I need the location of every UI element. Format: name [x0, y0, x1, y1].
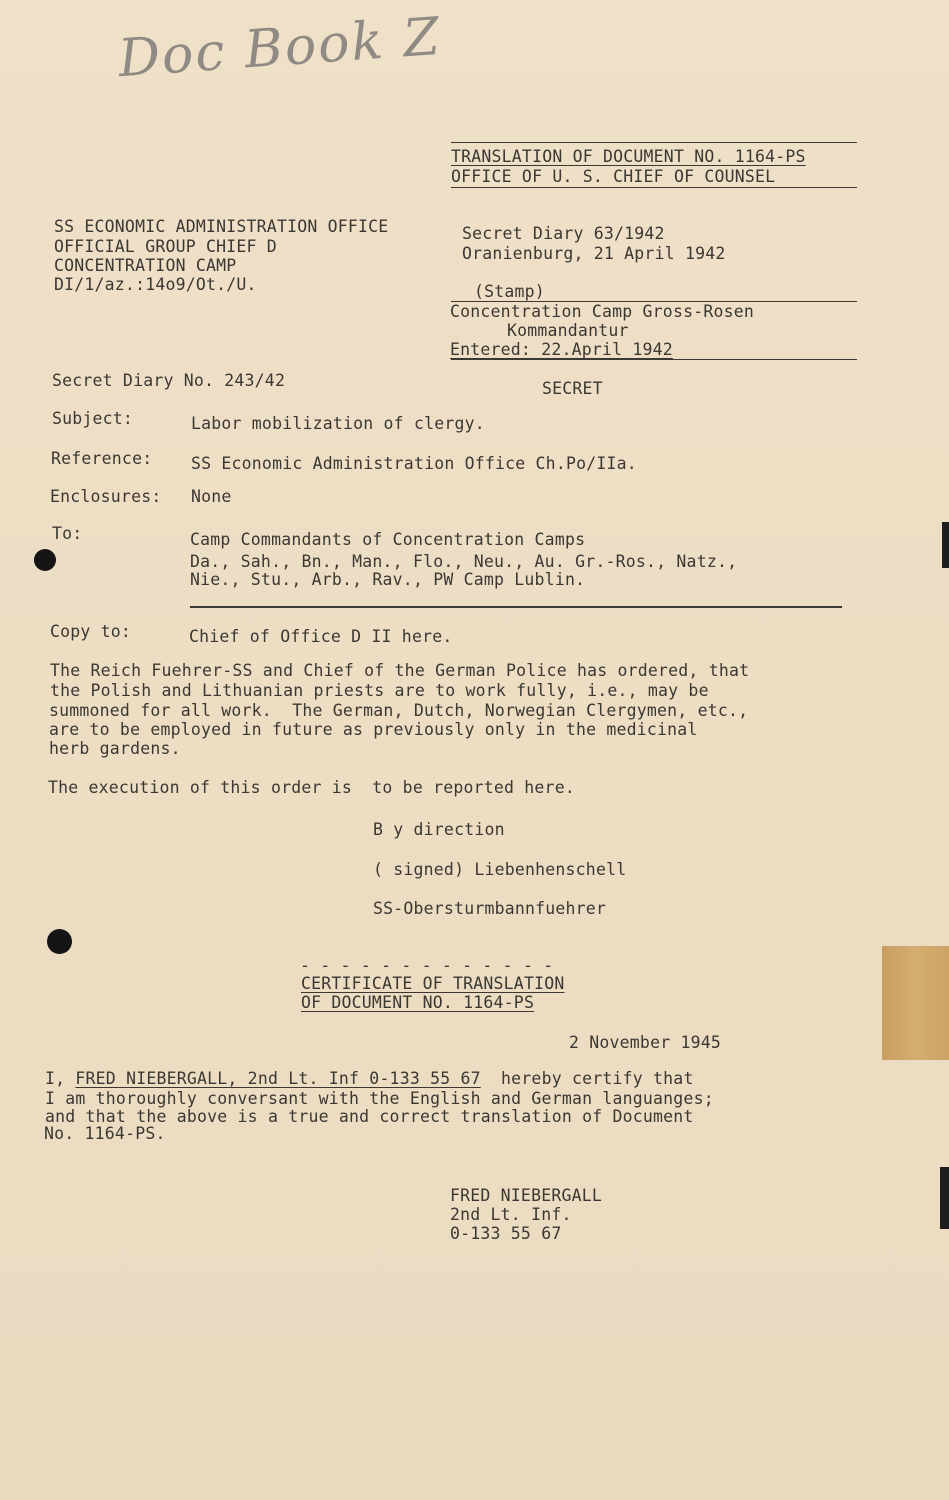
- stamp-bottom-rule: [451, 359, 857, 360]
- enclosures-value: None: [191, 487, 232, 506]
- translation-title: TRANSLATION OF DOCUMENT NO. 1164-PS: [451, 147, 806, 166]
- translator-signature-name: FRED NIEBERGALL: [450, 1186, 603, 1205]
- stamp-label: (Stamp): [474, 282, 545, 301]
- certificate-line-4: No. 1164-PS.: [44, 1124, 166, 1143]
- tape-mark: [882, 946, 949, 1060]
- handwritten-note: Doc Book Z: [116, 6, 444, 90]
- header-top-rule: [451, 142, 857, 143]
- to-line-2: Da., Sah., Bn., Man., Flo., Neu., Au. Gr.-Ros., Natz.,: [190, 552, 738, 571]
- certificate-line-1: [45, 1069, 694, 1088]
- certificate-line-3: and that the above is a true and correct translation of Document: [45, 1107, 694, 1126]
- certificate-line-1-suffix: hereby certify that: [480, 1069, 694, 1088]
- body-line-1: The Reich Fuehrer-SS and Chief of the German Police has ordered, that: [50, 661, 750, 680]
- translator-signature-rank: 2nd Lt. Inf.: [450, 1205, 572, 1224]
- body-line-4: are to be employed in future as previously only in the medicinal: [49, 720, 698, 739]
- copy-value: Chief of Office D II here.: [189, 627, 453, 646]
- stamp-office: Kommandantur: [507, 321, 629, 340]
- sender-line-2: OFFICIAL GROUP CHIEF D: [54, 237, 277, 256]
- body-paragraph-2: The execution of this order is to be reported here.: [48, 778, 575, 797]
- sender-line-3: CONCENTRATION CAMP: [54, 256, 237, 275]
- certificate-line-1-prefix: I,: [45, 1069, 76, 1088]
- punch-hole-top: [34, 549, 56, 571]
- certificate-title-1: CERTIFICATE OF TRANSLATION: [301, 974, 565, 993]
- edge-mark-upper: [942, 522, 949, 568]
- reference-value: SS Economic Administration Office Ch.Po/IIa.: [191, 454, 637, 473]
- signer-rank: SS-Obersturmbannfuehrer: [373, 899, 607, 918]
- to-label: To:: [52, 524, 83, 543]
- to-line-1: Camp Commandants of Concentration Camps: [190, 530, 586, 549]
- signed-name: ( signed) Liebenhenschell: [373, 860, 627, 879]
- office-title: OFFICE OF U. S. CHIEF OF COUNSEL: [451, 167, 776, 186]
- body-line-2: the Polish and Lithuanian priests are to work fully, i.e., may be: [50, 681, 709, 700]
- secret-diary: Secret Diary 63/1942: [462, 224, 665, 243]
- translator-name-underlined: FRED NIEBERGALL, 2nd Lt. Inf 0-133 55 67: [75, 1069, 481, 1088]
- certificate-dashes: - - - - - - - - - - - - -: [300, 956, 554, 975]
- subject-label: Subject:: [52, 409, 134, 428]
- sender-line-4: DI/1/az.:14o9/Ot./U.: [54, 275, 257, 294]
- certificate-title-2: OF DOCUMENT NO. 1164-PS: [301, 993, 535, 1012]
- classification: SECRET: [542, 379, 603, 398]
- subject-value: Labor mobilization of clergy.: [191, 414, 485, 433]
- sender-line-1: SS ECONOMIC ADMINISTRATION OFFICE: [54, 217, 389, 236]
- secret-diary-number: Secret Diary No. 243/42: [52, 371, 286, 390]
- enclosures-label: Enclosures:: [50, 487, 162, 506]
- translator-signature-serial: 0-133 55 67: [450, 1224, 562, 1243]
- stamp-camp: Concentration Camp Gross-Rosen: [450, 302, 755, 321]
- certificate-date: 2 November 1945: [569, 1033, 722, 1052]
- stamp-entered: Entered: 22.April 1942: [450, 340, 673, 359]
- to-line-3: Nie., Stu., Arb., Rav., PW Camp Lublin.: [190, 570, 586, 589]
- certificate-line-2: I am thoroughly conversant with the English and German languanges;: [45, 1089, 714, 1108]
- by-direction: B y direction: [373, 820, 505, 839]
- reference-label: Reference:: [51, 449, 153, 468]
- place-date: Oranienburg, 21 April 1942: [462, 244, 726, 263]
- copy-label: Copy to:: [50, 622, 132, 641]
- header-bottom-rule: [451, 187, 857, 188]
- edge-mark-lower: [940, 1167, 949, 1229]
- body-line-3: summoned for all work. The German, Dutch, Norwegian Clergymen, etc.,: [49, 701, 749, 720]
- body-line-5: herb gardens.: [49, 739, 181, 758]
- recipients-rule: [190, 606, 842, 608]
- punch-hole-bottom: [47, 929, 72, 954]
